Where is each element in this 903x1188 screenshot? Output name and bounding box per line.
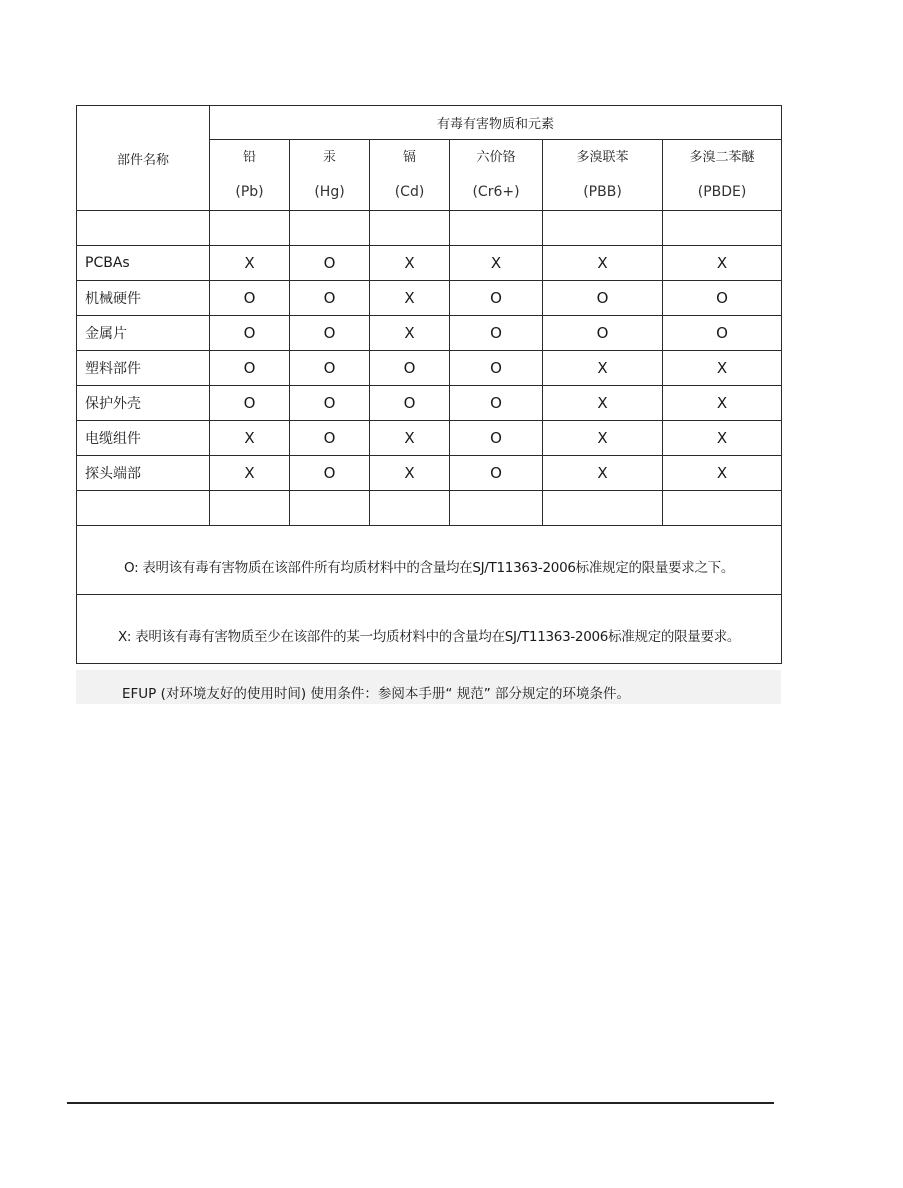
part-name-cell: 电缆组件 [77, 421, 210, 456]
part-name-header-label: 部件名称 [116, 152, 169, 168]
blank-cell [210, 491, 290, 526]
compliance-mark-cell: O [290, 246, 370, 281]
blank-cell [77, 211, 210, 246]
compliance-mark-cell: X [543, 246, 663, 281]
substances-group-header: 有毒有害物质和元素 [210, 106, 782, 140]
blank-row-top [77, 211, 782, 246]
rohs-table-container [76, 105, 781, 664]
efup-band [76, 670, 781, 704]
compliance-mark-cell: X [210, 421, 290, 456]
note-x-text: X: 表明该有毒有害物质至少在该部件的某一均质材料中的含量均在SJ/T11363-2006标准规定的限量要求。 [117, 629, 741, 645]
substance-en-pb: (Pb) [235, 184, 264, 200]
part-name-cell: 金属片 [77, 316, 210, 351]
note-o-cell [77, 526, 782, 595]
substance-header-pb [210, 140, 290, 211]
blank-cell [370, 491, 450, 526]
blank-cell [450, 491, 543, 526]
substance-en-pbde: (PBDE) [697, 184, 747, 200]
substance-en-cd: (Cd) [394, 184, 425, 200]
table-row [77, 281, 782, 316]
substance-cn-cr6: 六价铬 [476, 150, 516, 165]
compliance-mark-cell: O [663, 281, 782, 316]
footer-rule [67, 1102, 774, 1104]
substance-en-cr6: (Cr6+) [472, 184, 520, 200]
compliance-mark-cell: O [210, 386, 290, 421]
part-name-cell: 探头端部 [77, 456, 210, 491]
compliance-mark-cell: O [543, 281, 663, 316]
part-name-header [77, 106, 210, 211]
compliance-mark-cell: O [543, 316, 663, 351]
efup-text: EFUP (对环境友好的使用时间) 使用条件：参阅本手册“ 规范” 部分规定的环境条件。 [122, 686, 631, 702]
compliance-mark-cell: X [663, 456, 782, 491]
compliance-mark-cell: O [290, 421, 370, 456]
compliance-mark-cell: X [450, 246, 543, 281]
compliance-mark-cell: X [370, 421, 450, 456]
substance-cn-pb: 铅 [242, 150, 256, 165]
compliance-mark-cell: O [370, 351, 450, 386]
blank-cell [663, 211, 782, 246]
part-name-cell: PCBAs [77, 246, 210, 281]
blank-cell [210, 211, 290, 246]
compliance-mark-cell: X [543, 421, 663, 456]
blank-cell [370, 211, 450, 246]
compliance-mark-cell: O [210, 316, 290, 351]
blank-cell [290, 211, 370, 246]
note-row-x [77, 595, 782, 664]
compliance-mark-cell: X [663, 386, 782, 421]
part-name-cell: 机械硬件 [77, 281, 210, 316]
compliance-mark-cell: X [543, 351, 663, 386]
compliance-mark-cell: X [543, 456, 663, 491]
blank-row-bottom [77, 491, 782, 526]
table-row [77, 456, 782, 491]
compliance-mark-cell: O [370, 386, 450, 421]
substance-en-pbb: (PBB) [583, 184, 622, 200]
compliance-mark-cell: X [370, 246, 450, 281]
part-name-cell: 保护外壳 [77, 386, 210, 421]
table-row [77, 351, 782, 386]
compliance-mark-cell: O [290, 281, 370, 316]
blank-cell [543, 491, 663, 526]
compliance-mark-cell: O [450, 421, 543, 456]
compliance-mark-cell: O [450, 351, 543, 386]
part-name-cell: 塑料部件 [77, 351, 210, 386]
substance-cn-pbb: 多溴联苯 [576, 150, 629, 165]
blank-cell [543, 211, 663, 246]
compliance-mark-cell: O [210, 351, 290, 386]
substance-header-pbb [543, 140, 663, 211]
compliance-mark-cell: X [210, 246, 290, 281]
compliance-mark-cell: X [370, 281, 450, 316]
compliance-mark-cell: O [210, 281, 290, 316]
compliance-mark-cell: O [450, 281, 543, 316]
compliance-mark-cell: O [290, 351, 370, 386]
compliance-mark-cell: X [663, 351, 782, 386]
compliance-mark-cell: O [290, 456, 370, 491]
note-o-text: O: 表明该有毒有害物质在该部件所有均质材料中的含量均在SJ/T11363-2006标准规定的限量要求之下。 [124, 560, 735, 576]
compliance-mark-cell: X [543, 386, 663, 421]
header-row-group [77, 106, 782, 140]
table-row [77, 246, 782, 281]
table-row [77, 386, 782, 421]
blank-cell [450, 211, 543, 246]
compliance-mark-cell: X [210, 456, 290, 491]
compliance-mark-cell: X [663, 246, 782, 281]
substance-header-cd [370, 140, 450, 211]
substance-cn-pbde: 多溴二苯醚 [689, 150, 755, 165]
substance-cn-hg: 汞 [322, 150, 336, 165]
blank-cell [77, 491, 210, 526]
substance-cn-cd: 镉 [402, 150, 416, 165]
compliance-mark-cell: O [290, 386, 370, 421]
compliance-mark-cell: O [450, 456, 543, 491]
compliance-mark-cell: O [290, 316, 370, 351]
hazardous-substances-table [76, 105, 782, 664]
compliance-mark-cell: O [450, 386, 543, 421]
table-row [77, 421, 782, 456]
compliance-mark-cell: X [370, 456, 450, 491]
compliance-mark-cell: O [450, 316, 543, 351]
note-x-cell [77, 595, 782, 664]
blank-cell [290, 491, 370, 526]
substance-en-hg: (Hg) [314, 184, 345, 200]
compliance-mark-cell: O [663, 316, 782, 351]
table-row [77, 316, 782, 351]
note-row-o [77, 526, 782, 595]
blank-cell [663, 491, 782, 526]
compliance-mark-cell: X [663, 421, 782, 456]
compliance-mark-cell: X [370, 316, 450, 351]
substance-header-pbde [663, 140, 782, 211]
substance-header-cr6 [450, 140, 543, 211]
substance-header-hg [290, 140, 370, 211]
